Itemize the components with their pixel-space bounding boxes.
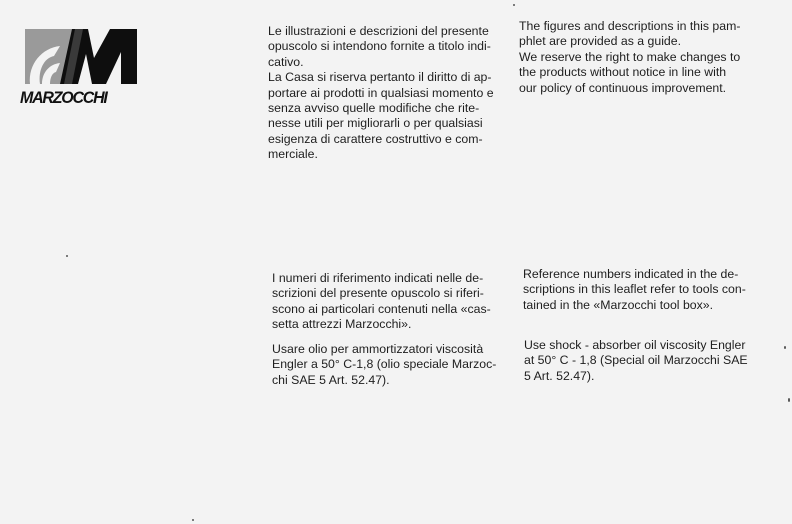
italian-reference-paragraph: I numeri di riferimento indicati nelle de- scrizioni del presente opuscolo si riferi- scono ai particolari contenuti nella «cas- setta attrezzi Marzocchi».	[272, 271, 491, 332]
scan-speck	[788, 398, 790, 402]
english-intro-paragraph: The figures and descriptions in this pam- phlet are provided as a guide. We reserve the right to make changes to the products without notice in line with our policy of continuous improvement.	[519, 19, 741, 95]
scan-speck	[192, 519, 194, 521]
scan-speck	[513, 4, 515, 6]
english-oil-paragraph: Use shock - absorber oil viscosity Engler at 50° C - 1,8 (Special oil Marzocchi SAE 5 Art. 52.47).	[524, 338, 748, 383]
english-reference-paragraph: Reference numbers indicated in the de- scriptions in this leaflet refer to tools con- tained in the «Marzocchi tool box».	[523, 267, 746, 312]
logo-wordmark: MARZOCCHI	[20, 88, 107, 107]
marzocchi-logo-mark	[20, 26, 140, 90]
italian-oil-paragraph: Usare olio per ammortizzatori viscosità Engler a 50° C-1,8 (olio speciale Marzoc- chi SAE 5 Art. 52.47).	[272, 342, 497, 387]
scan-speck	[784, 346, 786, 349]
scan-speck	[66, 255, 68, 257]
italian-intro-paragraph: Le illustrazioni e descrizioni del presente opuscolo si intendono fornite a titolo indi- cativo. La Casa si riserva pertanto il diritto di ap- portare ai prodotti in qualsiasi momento e senza avviso quelle modifiche che rite- nesse utili per migliorarli o per qualsiasi esigenza di carattere costruttivo e com- merciale.	[268, 24, 494, 162]
marzocchi-logo	[20, 26, 140, 110]
